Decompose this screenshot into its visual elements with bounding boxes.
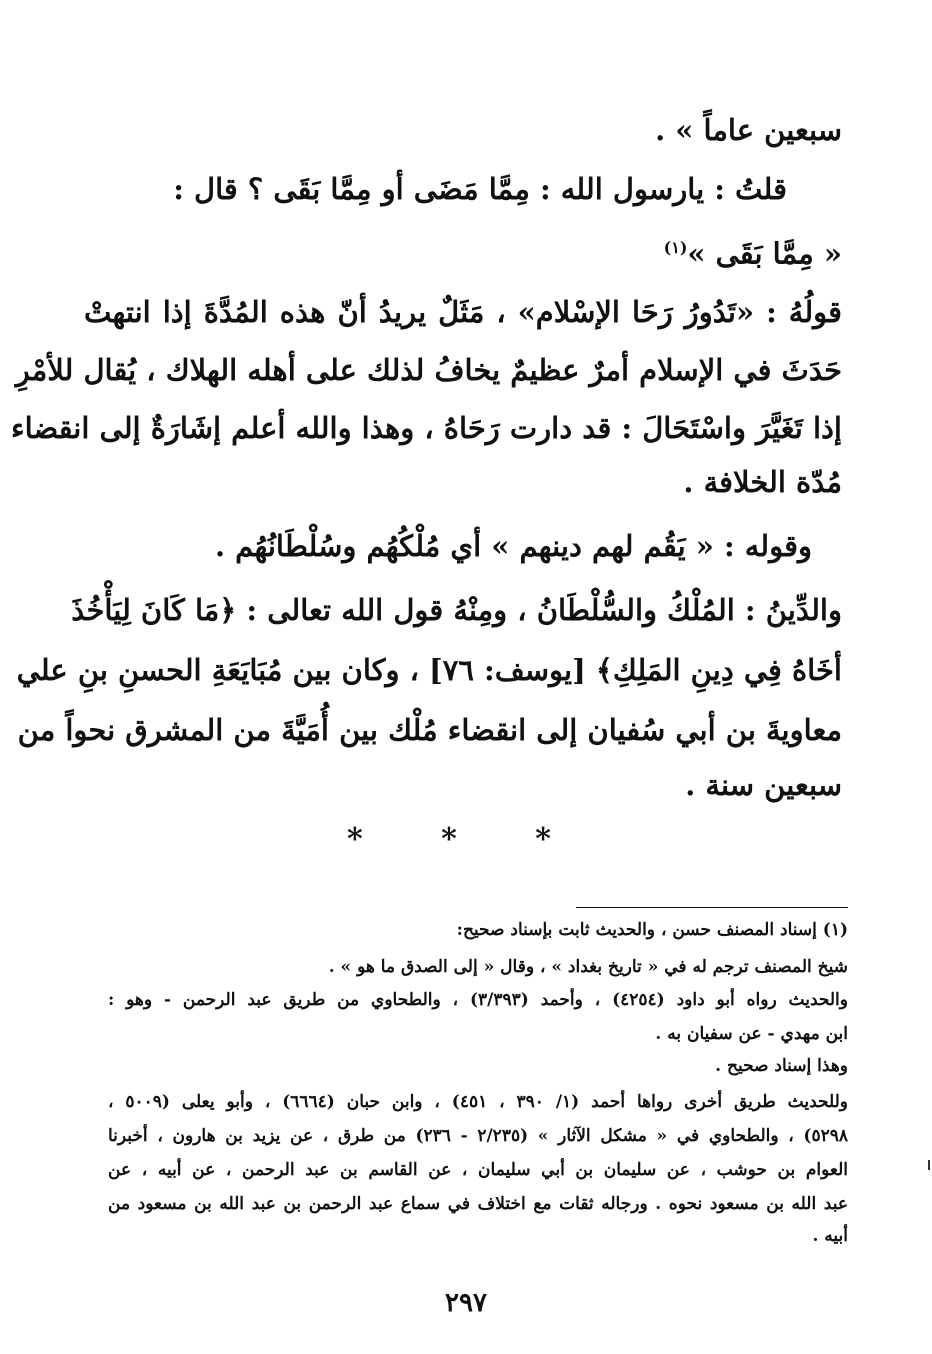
scan-edge-mark (928, 1160, 930, 1170)
footnote-marker: (١) (663, 238, 688, 257)
text-line-11: معاويةَ بن أبي سُفيان إلى انقضاء مُلْك بين أُمَيَّةَ من المشرق نحواً من (17, 713, 842, 747)
text-line-9: والدِّينُ : المُلْكُ والسُّلْطَانُ ، ومِنْهُ قول الله تعالى : ﴿مَا كَانَ لِيَأْخُذَ (71, 593, 842, 627)
footnote-line-3: والحديث رواه أبو داود (٤٢٥٤) ، وأحمد (٣/٣٩٣) ، والطحاوي من طريق عبد الرحمن - وهو : (108, 990, 848, 1010)
text-line-4: قولُهُ : «تَدُورُ رَحَا الإسْلام» ، مَثَلٌ يريدُ أنّ هذه المُدَّةَ إذا انتهتْ (84, 295, 842, 329)
footnote-line-5: وهذا إسناد صحيح . (715, 1056, 848, 1076)
text-line-7: مُدّة الخلافة . (683, 465, 842, 499)
footnote-line-6: وللحديث طريق أخرى رواها أحمد (١/ ٣٩٠ ، ٤٥١) ، وابن حبان (٦٦٦٤) ، وأبو يعلى (٥٠٠٩ ، (108, 1092, 849, 1112)
text-line-1: سبعين عاماً » . (655, 113, 842, 147)
text-line-3 (664, 228, 842, 274)
footnote-line-9: عبد الله بن مسعود نحوه . ورجاله ثقات مع اختلاف في سماع عبد الرحمن بن عبد الله بن مسعود من (108, 1194, 848, 1214)
footnote-rule (576, 907, 848, 908)
footnote-line-10: أبيه . (812, 1226, 848, 1246)
text-line-8: وقوله : « يَقُم لهم دينهم » أي مُلْكُهُم وسُلْطَانُهُم . (214, 529, 812, 563)
text-line-3-body: « مِمَّا بَقَى » (687, 236, 842, 271)
footnote-line-2: شيخ المصنف ترجم له في « تاريخ بغداد » ، وقال « إلى الصدق ما هو » . (328, 957, 848, 977)
text-line-12: سبعين سنة . (685, 768, 842, 802)
footnote-line-7: ٥٢٩٨) ، والطحاوي في « مشكل الآثار » (٢/٢٣٥ - ٢٣٦) من طرق ، عن يزيد بن هارون ، أخبرنا (108, 1126, 848, 1146)
section-separator: * * * (347, 822, 585, 857)
page-number: ٢٩٧ (445, 1288, 487, 1318)
text-line-5: حَدَثَ في الإسلام أمرٌ عظيمٌ يخافُ لذلك على أهله الهلاك ، يُقال للأمْرِ (15, 353, 842, 387)
footnote-line-4: ابن مهدي - عن سفيان به . (655, 1024, 848, 1044)
footnote-line-8: العوام بن حوشب ، عن سليمان بن أبي سليمان ، عن القاسم بن عبد الرحمن ، عن أبيه ، عن (108, 1160, 848, 1180)
text-line-6: إذا تَغَيَّرَ واسْتَحَالَ : قد دارت رَحَاهُ ، وهذا والله أعلم إشَارَةٌ إلى انقضاء (11, 411, 842, 445)
text-line-10: أخَاهُ فِي دِينِ المَلِكِ﴾ [يوسف: ٧٦] ، وكان بين مُبَايَعَةِ الحسنِ بنِ علي (16, 653, 842, 687)
text-line-2: قلتُ : يارسول الله : مِمَّا مَضَى أو مِمَّا بَقَى ؟ قال : (173, 172, 787, 206)
footnote-line-1: (١) إسناد المصنف حسن ، والحديث ثابت بإسناد صحيح: (456, 920, 848, 940)
